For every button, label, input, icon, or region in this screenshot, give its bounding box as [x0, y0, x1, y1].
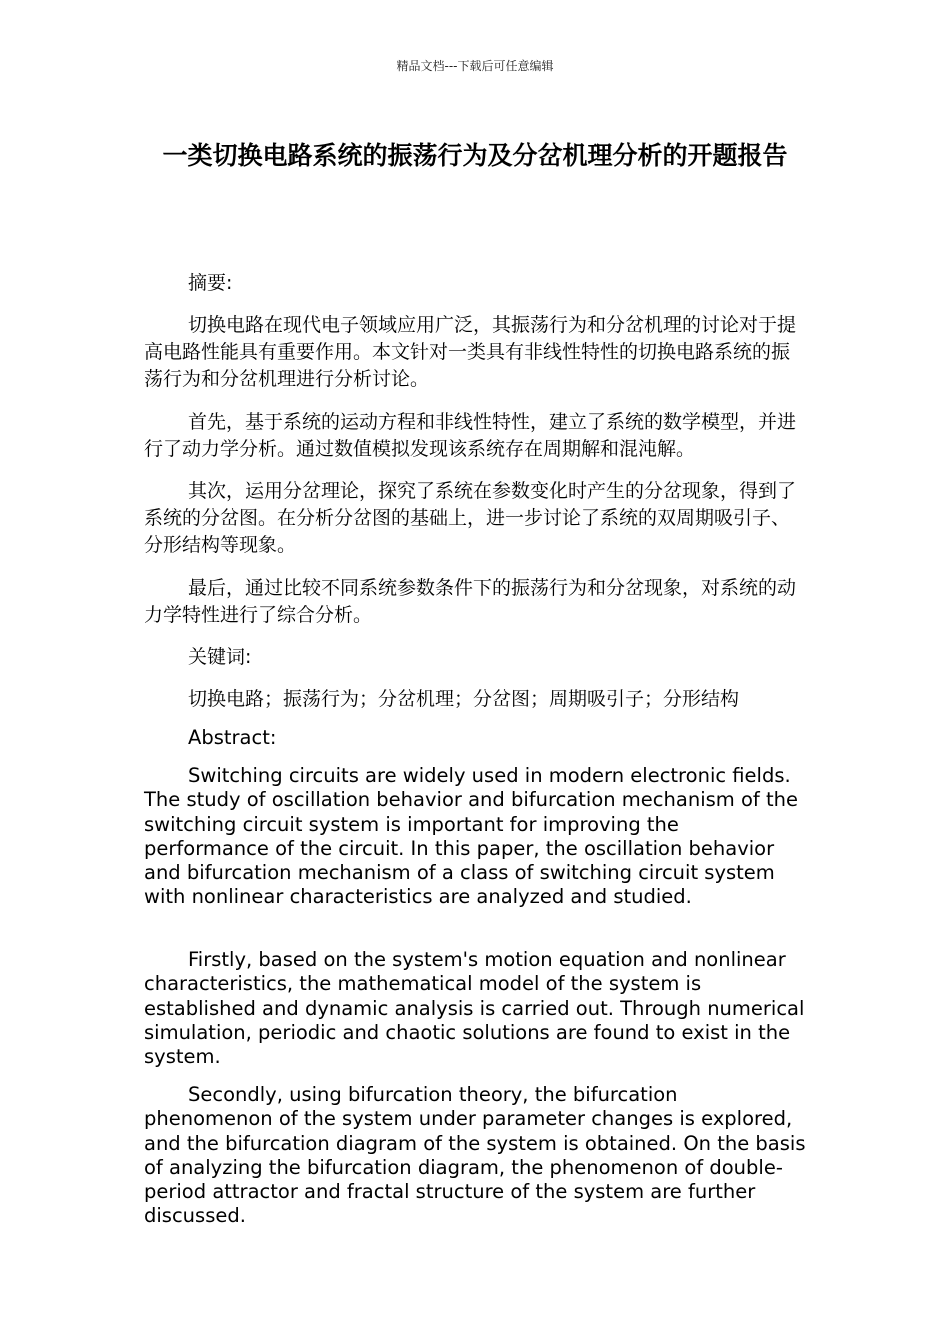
abstract-cn-paragraph: 最后，通过比较不同系统参数条件下的振荡行为和分岔现象，对系统的动力学特性进行了综合分析。 — [144, 577, 797, 626]
abstract-cn-paragraph: 首先，基于系统的运动方程和非线性特性，建立了系统的数学模型，并进行了动力学分析。通过数值模拟发现该系统存在周期解和混沌解。 — [144, 411, 797, 460]
abstract-cn-paragraph: 切换电路在现代电子领域应用广泛，其振荡行为和分岔机理的讨论对于提高电路性能具有重要作用。本文针对一类具有非线性特性的切换电路系统的振荡行为和分岔机理进行分析讨论。 — [144, 314, 797, 390]
abstract-en-paragraph: Firstly, based on the system's motion equation and nonlinear characteristics, the mathematical model of the system is established and dynamic analysis is carried out. Through numerical simulation, periodic and chaotic solutions are found to exist in the system. — [144, 948, 805, 1069]
abstract-en-paragraph: Switching circuits are widely used in modern electronic fields. The study of oscillation behavior and bifurcation mechanism of the switching circuit system is important for improving the performance of the circuit. In this paper, the oscillation behavior and bifurcation mechanism of a class of switching circuit system with nonlinear characteristics are analyzed and studied. — [144, 764, 798, 909]
document-title: 一类切换电路系统的振荡行为及分岔机理分析的开题报告 — [162, 141, 788, 170]
keywords-cn-heading: 关键词: — [188, 646, 252, 668]
abstract-en-heading: Abstract: — [188, 726, 277, 749]
keywords-cn-text: 切换电路；振荡行为；分岔机理；分岔图；周期吸引子；分形结构 — [188, 688, 740, 710]
abstract-en-paragraph: Secondly, using bifurcation theory, the bifurcation phenomenon of the system under parameter changes is explored, and the bifurcation diagram of the system is obtained. On the basis of analyzing the bifurcation diagram, the phenomenon of double-period attractor and fractal structure of the system are further discussed. — [144, 1083, 806, 1228]
header-note: 精品文档---下载后可任意编辑 — [396, 59, 554, 73]
abstract-cn-heading: 摘要: — [188, 272, 233, 294]
abstract-cn-paragraph: 其次，运用分岔理论，探究了系统在参数变化时产生的分岔现象，得到了系统的分岔图。在分析分岔图的基础上，进一步讨论了系统的双周期吸引子、分形结构等现象。 — [144, 480, 797, 556]
